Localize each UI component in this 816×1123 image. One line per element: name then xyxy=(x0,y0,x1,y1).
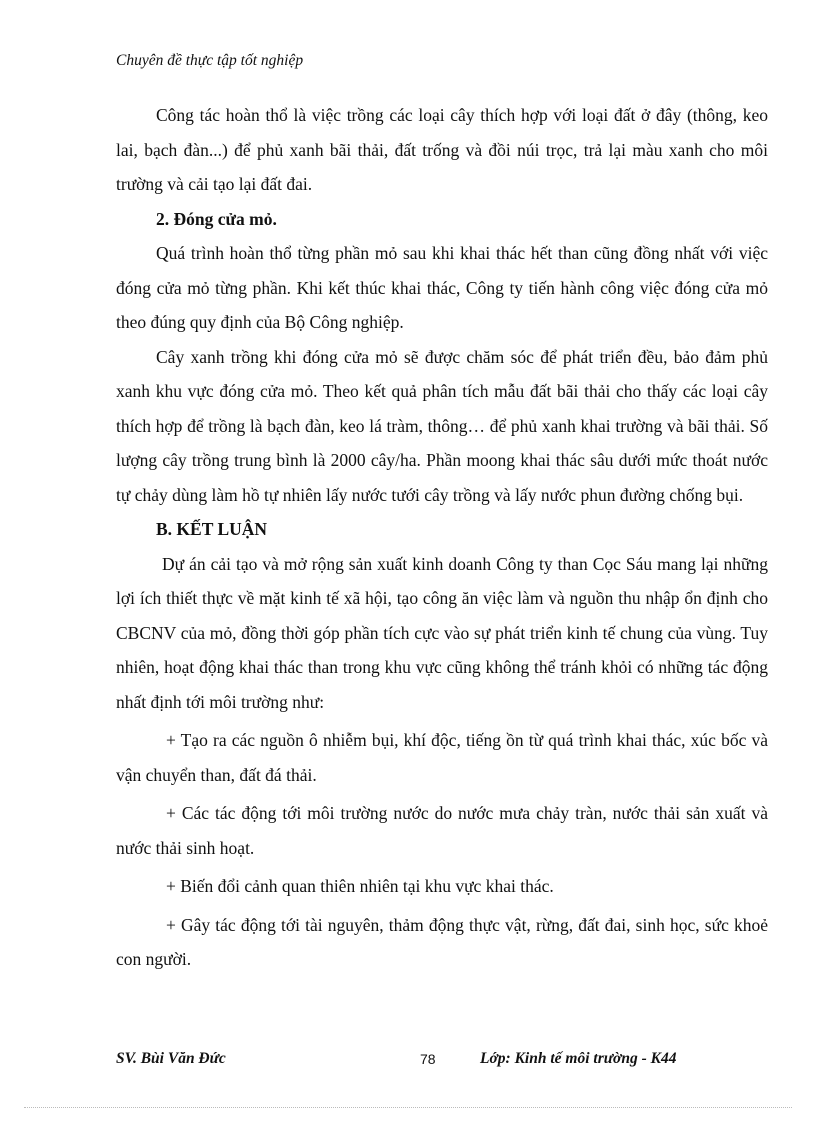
page-bottom-divider xyxy=(24,1107,792,1108)
page-number: 78 xyxy=(420,1051,436,1067)
paragraph-du-an: Dự án cải tạo và mở rộng sản xuất kinh doanh Công ty than Cọc Sáu mang lại những lợi ích thiết thực về mặt kinh tế xã hội, tạo công ăn việc làm và nguồn thu nhập ổn định cho CBCNV của mỏ, đồng thời góp phần tích cực vào sự phát triển kinh tế chung của vùng. Tuy nhiên, hoạt động khai thác than trong khu vực cũng không thể tránh khỏi có những tác động nhất định tới môi trường như: xyxy=(116,553,768,712)
section-heading-dong-cua-mo: 2. Đóng cửa mỏ. xyxy=(156,208,277,229)
paragraph-hoan-tho: Công tác hoàn thổ là việc trồng các loại cây thích hợp với loại đất ở đây (thông, keo lai, bạch đàn...) để phủ xanh bãi thải, đất trống và đồi núi trọc, trả lại màu xanh cho môi trường và cải tạo lại đất đai. xyxy=(116,105,768,194)
bullet-item: + Các tác động tới môi trường nước do nước mưa chảy tràn, nước thải sản xuất và nước thải sinh hoạt. xyxy=(116,803,768,858)
paragraph-cay-xanh: Cây xanh trồng khi đóng cửa mỏ sẽ được chăm sóc để phát triển đều, bảo đảm phủ xanh khu vực đóng cửa mỏ. Theo kết quả phân tích mẫu đất bãi thải cho thấy các loại cây thích hợp để trồng là bạch đàn, keo lá tràm, thông… để phủ xanh khai trường và bãi thải. Số lượng cây trồng trung bình là 2000 cây/ha. Phần moong khai thác sâu dưới mức thoát nước tự chảy dùng làm hồ tự nhiên lấy nước tưới cây trồng và lấy nước phun đường chống bụi. xyxy=(116,346,768,505)
paragraph-qua-trinh: Quá trình hoàn thổ từng phần mỏ sau khi khai thác hết than cũng đồng nhất với việc đóng cửa mỏ từng phần. Khi kết thúc khai thác, Công ty tiến hành công việc đóng cửa mỏ theo đúng quy định của Bộ Công nghiệp. xyxy=(116,243,768,332)
footer-class: Lớp: Kinh tế môi trường - K44 xyxy=(480,1050,677,1067)
bullet-item: + Gây tác động tới tài nguyên, thảm động thực vật, rừng, đất đai, sinh học, sức khoẻ con người. xyxy=(116,914,768,969)
section-heading-ket-luan: B. KẾT LUẬN xyxy=(156,519,268,539)
bullet-item: + Biến đổi cảnh quan thiên nhiên tại khu vực khai thác. xyxy=(166,876,554,896)
footer-student-name: SV. Bùi Văn Đức xyxy=(116,1050,226,1067)
running-header: Chuyên đề thực tập tốt nghiệp xyxy=(116,52,304,69)
bullet-item: + Tạo ra các nguồn ô nhiễm bụi, khí độc, tiếng ồn từ quá trình khai thác, xúc bốc và vận chuyển than, đất đá thải. xyxy=(116,730,768,785)
document-body xyxy=(116,98,768,977)
